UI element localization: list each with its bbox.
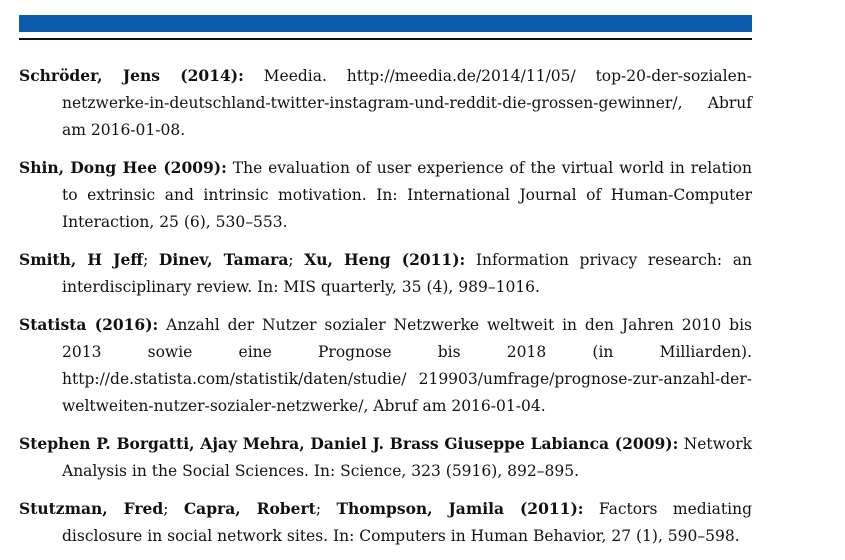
reference-entry	[19, 311, 752, 420]
bibliography-list	[19, 62, 752, 560]
header-accent-bar	[19, 15, 752, 32]
reference-author: Xu, Heng (2011):	[304, 250, 466, 269]
reference-text: Factors mediating disclosure in social network sites. In: Computers in Human Behavior, 27 (1), 590–598.	[62, 500, 752, 545]
author-separator: ;	[288, 251, 305, 269]
reference-access-date: Abruf am 2016-01-08.	[62, 94, 752, 139]
reference-text: The evaluation of user experience of the virtual world in relation to extrinsic and intrinsic motivation. In: International Journal of Human-Computer Interaction, 25 (6), 530–553.	[62, 159, 752, 231]
reference-author: Stutzman, Fred	[19, 499, 164, 518]
reference-entry	[19, 62, 752, 144]
reference-authors: Stephen P. Borgatti, Ajay Mehra, Daniel J. Brass Giuseppe Labianca (2009):	[19, 434, 679, 453]
reference-authors: Schröder, Jens (2014):	[19, 66, 244, 85]
reference-author: Dinev, Tamara	[158, 250, 289, 269]
reference-entry	[19, 430, 752, 485]
author-separator: ;	[163, 500, 184, 518]
reference-authors: Shin, Dong Hee (2009):	[19, 158, 227, 177]
header-rule	[19, 38, 752, 40]
author-separator: ;	[143, 251, 159, 269]
reference-text: Information privacy research: an interdisciplinary review. In: MIS quarterly, 35 (4), 989–1016.	[62, 251, 752, 296]
reference-authors: Statista (2016):	[19, 315, 159, 334]
reference-entry	[19, 154, 752, 236]
reference-text: Network Analysis in the Social Sciences. In: Science, 323 (5916), 892–895.	[62, 435, 752, 480]
reference-author: Smith, H Jeff	[19, 250, 144, 269]
reference-text: Meedia.	[243, 67, 347, 85]
reference-entry	[19, 246, 752, 301]
reference-url[interactable]: http://meedia.de/2014/11/05/ top-20-der-sozialen-netzwerke-in-deutschland-twitter-instagram-und-reddit-die-grossen-gewinner/,	[62, 67, 752, 112]
reference-author: Thompson, Jamila (2011):	[336, 499, 584, 518]
reference-text: Anzahl der Nutzer sozialer Netzwerke weltweit in den Jahren 2010 bis 2013 sowie eine Prognose bis 2018 (in Milliarden). http://de.statista.com/statistik/daten/studie/ 219903/umfrage/prognose-zur-anzahl-der-weltweiten-nutzer-sozialer-netzwerke/, Abruf am 2016-01-04.	[62, 316, 752, 415]
reference-author: Capra, Robert	[183, 499, 316, 518]
reference-entry	[19, 495, 752, 550]
author-separator: ;	[315, 500, 337, 518]
